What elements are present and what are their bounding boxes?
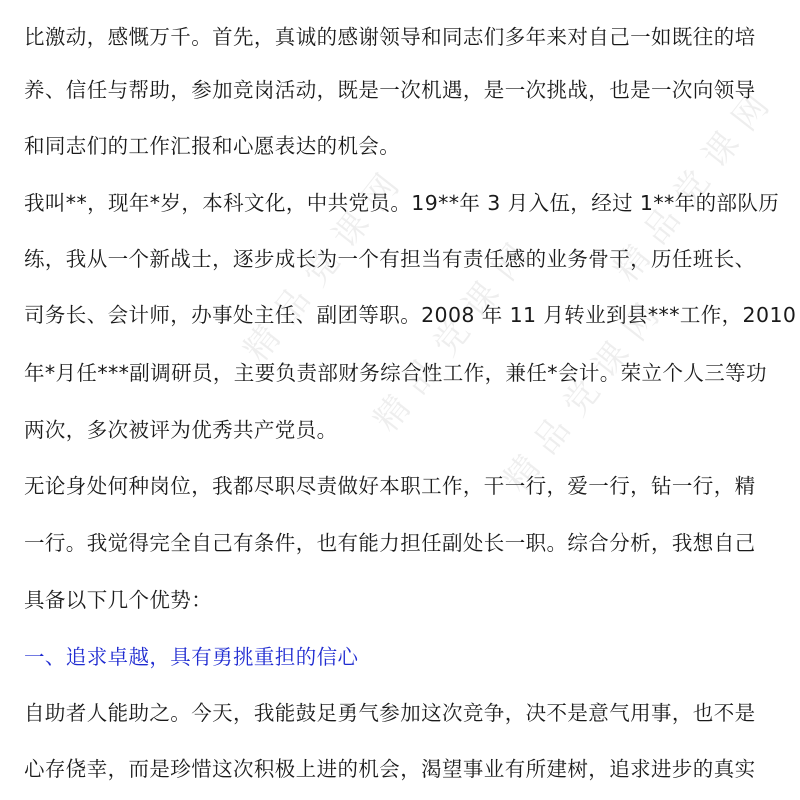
paragraph-line: 两次，多次被评为优秀共产党员。: [24, 418, 338, 442]
paragraph-line: 一行。我觉得完全自己有条件，也有能力担任副处长一职。综合分析，我想自己: [24, 531, 756, 555]
section-heading: 一、追求卓越，具有勇挑重担的信心: [24, 645, 359, 669]
watermark-text: 精品党课网: [606, 75, 786, 290]
watermark-text: 精品党课网: [366, 225, 546, 440]
paragraph-line: 年*月任***副调研员，主要负责部财务综合性工作，兼任*会计。荣立个人三等功: [24, 361, 767, 385]
paragraph-line: 和同志们的工作汇报和心愿表达的机会。: [24, 134, 401, 158]
watermark-text: 精品党课网: [496, 285, 676, 500]
paragraph-line: 我叫**，现年*岁，本科文化，中共党员。19**年 3 月入伍，经过 1**年的部队历: [24, 191, 780, 215]
paragraph-line: 无论身处何种岗位，我都尽职尽责做好本职工作，干一行，爱一行，钻一行，精: [24, 474, 756, 498]
paragraph-line: 心存侥幸，而是珍惜这次积极上进的机会，渴望事业有所建树，追求进步的真实: [24, 757, 756, 781]
paragraph-line: 比激动，感慨万千。首先，真诚的感谢领导和同志们多年来对自己一如既往的培: [24, 25, 756, 49]
paragraph-line: 养、信任与帮助，参加竞岗活动，既是一次机遇，是一次挑战，也是一次向领导: [24, 78, 756, 102]
paragraph-line: 自助者人能助之。今天，我能鼓足勇气参加这次竞争，决不是意气用事，也不是: [24, 701, 756, 725]
watermark-text: 精品党课网: [236, 155, 416, 370]
paragraph-line: 司务长、会计师，办事处主任、副团等职。2008 年 11 月转业到县***工作，2010: [24, 303, 797, 327]
paragraph-line: 具备以下几个优势：: [24, 588, 213, 612]
paragraph-line: 练，我从一个新战士，逐步成长为一个有担当有责任感的业务骨干，历任班长、: [24, 247, 756, 271]
